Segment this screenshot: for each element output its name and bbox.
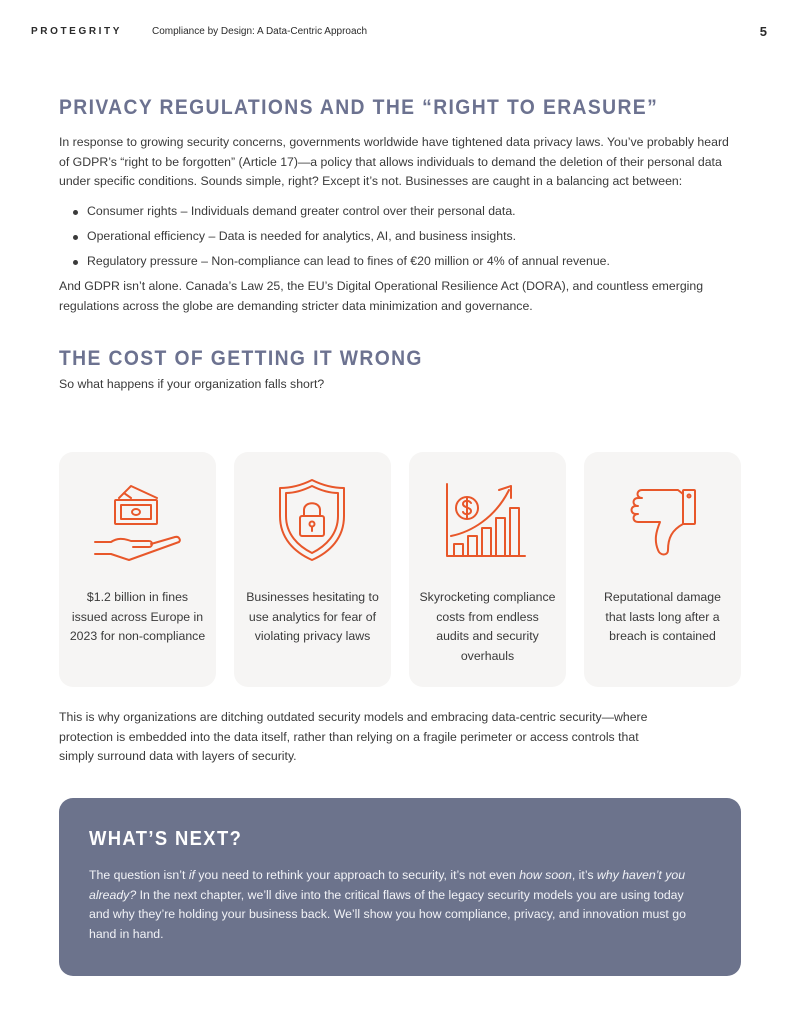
card-analytics (234, 452, 391, 687)
shield-lock-icon (262, 478, 363, 562)
page-header (0, 0, 800, 64)
whats-next-callout (59, 798, 741, 976)
main-content (59, 96, 741, 394)
list-item: Consumer rights – Individuals demand greater control over their personal data. (87, 202, 741, 222)
card-reputation (584, 452, 741, 687)
section-heading-cost: THE COST OF GETTING IT WRONG (59, 346, 423, 370)
list-item: Regulatory pressure – Non-compliance can lead to fines of €20 million or 4% of annual revenue. (87, 252, 741, 272)
cost-cards (59, 452, 741, 687)
page-number: 5 (759, 24, 767, 39)
card-caption: Reputational damage that lasts long after a breach is contained (604, 590, 721, 644)
data-centric-paragraph: This is why organizations are ditching outdated security models and embracing data-centric security—where protection is embedded into the data itself, rather than relying on a fragile perimeter or access controls that simply surround data with layers of security. (59, 710, 648, 764)
gdpr-closing-paragraph: And GDPR isn’t alone. Canada’s Law 25, the EU’s Digital Operational Resilience Act (DORA), and countless emerging regulations across the globe are demanding stricter data minimization and governance. (59, 279, 704, 313)
balancing-list (59, 202, 741, 272)
document-title: Compliance by Design: A Data-Centric Approach (152, 26, 368, 37)
card-caption: Businesses hesitating to use analytics for fear of violating privacy laws (246, 590, 379, 644)
thumbs-down-icon (612, 478, 713, 562)
list-item: Operational efficiency – Data is needed for analytics, AI, and business insights. (87, 227, 741, 247)
whats-next-heading: WHAT’S NEXT? (89, 828, 243, 850)
card-caption: Skyrocketing compliance costs from endless audits and security overhauls (419, 590, 556, 663)
privacy-intro-paragraph: In response to growing security concerns, governments worldwide have tightened data privacy laws. You’ve probably heard of GDPR’s “right to be forgotten” (Article 17)—a policy that allows individuals to demand the deletion of their personal data under specific conditions. Sounds simple, right? Except it’s not. Businesses are caught in a balancing act between: (59, 135, 729, 189)
card-caption: $1.2 billion in fines issued across Europe in 2023 for non-compliance (69, 590, 206, 644)
money-hand-icon (87, 478, 188, 562)
card-fines (59, 452, 216, 687)
cost-intro-paragraph: So what happens if your organization falls short? (59, 376, 325, 391)
section-heading-privacy: PRIVACY REGULATIONS AND THE “RIGHT TO ERASURE” (59, 96, 659, 119)
rising-cost-chart-icon (437, 478, 538, 562)
card-costs (409, 452, 566, 687)
whats-next-paragraph: The question isn’t if you need to rethink your approach to security, it’s not even how soon, it’s why haven’t you already? In the next chapter, we’ll dive into the critical flaws of the legacy security models you are using today and why they’re holding your business back. We’ll show you how compliance, privacy, and innovation must go hand in hand. (89, 868, 686, 941)
brand-logo-text: PROTEGRITY (31, 26, 123, 37)
